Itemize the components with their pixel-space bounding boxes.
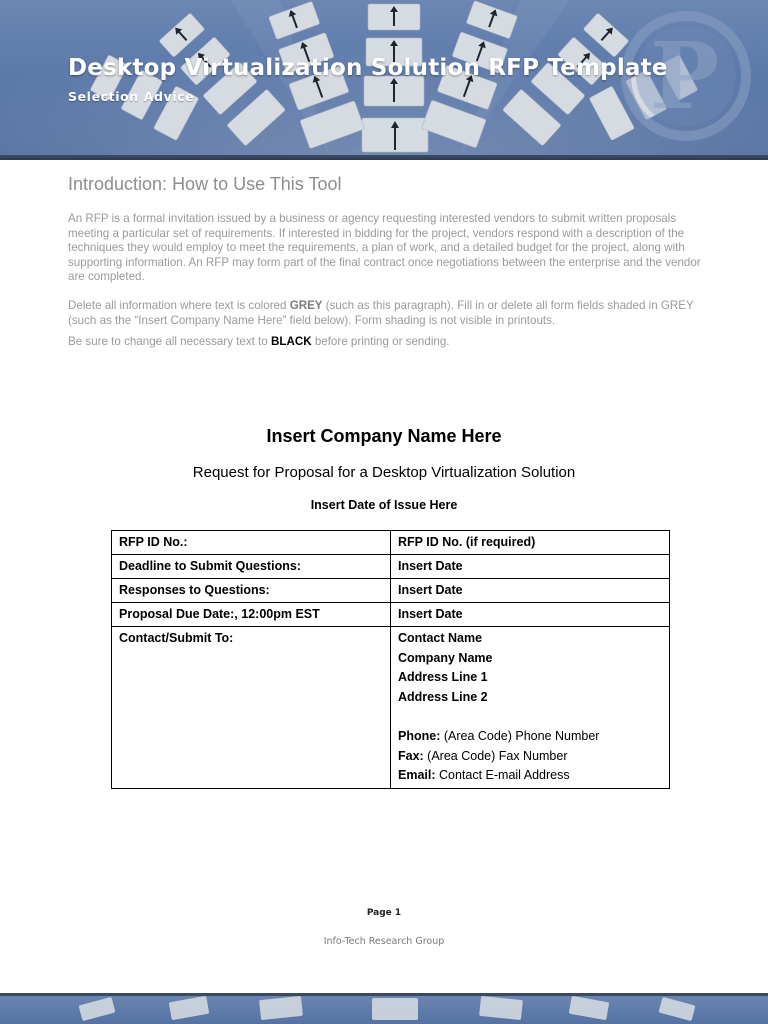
row-label: Proposal Due Date:, 12:00pm EST <box>112 603 391 627</box>
document-title: Desktop Virtualization Solution RFP Template <box>68 55 668 81</box>
row-label: Responses to Questions: <box>112 579 391 603</box>
intro-p2-before: Delete all information where text is colored <box>68 299 290 312</box>
intro-p3-after: before printing or sending. <box>311 335 450 348</box>
contact-fax-line <box>398 747 662 767</box>
contact-name-field[interactable]: Contact Name <box>398 631 483 645</box>
fax-field[interactable]: (Area Code) Fax Number <box>423 748 568 763</box>
table-row <box>112 531 670 555</box>
phone-field[interactable]: (Area Code) Phone Number <box>440 728 600 743</box>
row-label: RFP ID No.: <box>112 531 391 555</box>
intro-p2-after: (such as this paragraph). Fill in or delete all form fields shaded in GREY (such as the “Insert Company Name Here” field below). Form shading is not visible in printouts. <box>68 299 694 327</box>
fax-label: Fax: <box>398 748 424 763</box>
table-row <box>112 603 670 627</box>
header-banner <box>0 0 768 155</box>
black-emphasis: BLACK <box>271 335 312 348</box>
intro-paragraph-2 <box>68 299 708 328</box>
page-number: Page 1 <box>366 908 402 918</box>
row-value-field[interactable]: RFP ID No. (if required) <box>391 531 670 555</box>
row-label: Deadline to Submit Questions: <box>112 555 391 579</box>
document-subtitle: Selection Advice <box>68 89 195 104</box>
footer-arrow-tiles-graphic <box>0 993 768 1024</box>
contact-address2-field[interactable]: Address Line 2 <box>398 689 488 704</box>
contact-phone-line <box>398 727 662 747</box>
contact-label: Contact/Submit To: <box>112 627 391 789</box>
contact-email-line <box>398 766 662 786</box>
contact-company-field[interactable]: Company Name <box>398 650 493 665</box>
issue-date-field[interactable]: Insert Date of Issue Here <box>310 498 458 512</box>
contact-spacer <box>398 707 662 727</box>
contact-row <box>112 627 670 789</box>
contact-details <box>391 627 670 789</box>
contact-address1-field[interactable]: Address Line 1 <box>398 670 488 685</box>
rfp-title: Request for Proposal for a Desktop Virtualization Solution <box>192 464 576 481</box>
company-name-field[interactable]: Insert Company Name Here <box>266 426 502 446</box>
header-divider-strip <box>0 155 768 160</box>
intro-heading: Introduction: How to Use This Tool <box>68 174 342 194</box>
row-value-field[interactable]: Insert Date <box>391 603 670 627</box>
intro-p3-before: Be sure to change all necessary text to <box>68 335 272 348</box>
email-label: Email: <box>398 768 436 783</box>
organization-name: Info-Tech Research Group <box>323 936 445 947</box>
row-value-field[interactable]: Insert Date <box>391 555 670 579</box>
phone-label: Phone: <box>398 728 441 743</box>
rfp-info-table <box>111 530 670 789</box>
table-row <box>112 579 670 603</box>
row-value-field[interactable]: Insert Date <box>391 579 670 603</box>
intro-paragraph-3 <box>68 335 708 350</box>
intro-paragraph-1: An RFP is a formal invitation issued by a business or agency requesting interested vendors to submit written proposals meeting a particular set of requirements. If interested in bidding for the project, vendors respond with a description of the techniques they would employ to meet the requirements, a plan of work, and a detailed budget for the project, along with supporting information. An RFP may form part of the final contract once negotiations between the enterprise and the vendor are completed. <box>68 212 701 284</box>
table-row <box>112 555 670 579</box>
logo-p-letter: P <box>650 22 720 130</box>
footer-banner <box>0 993 768 1024</box>
email-field[interactable]: Contact E-mail Address <box>435 768 570 783</box>
grey-emphasis: GREY <box>289 299 323 312</box>
